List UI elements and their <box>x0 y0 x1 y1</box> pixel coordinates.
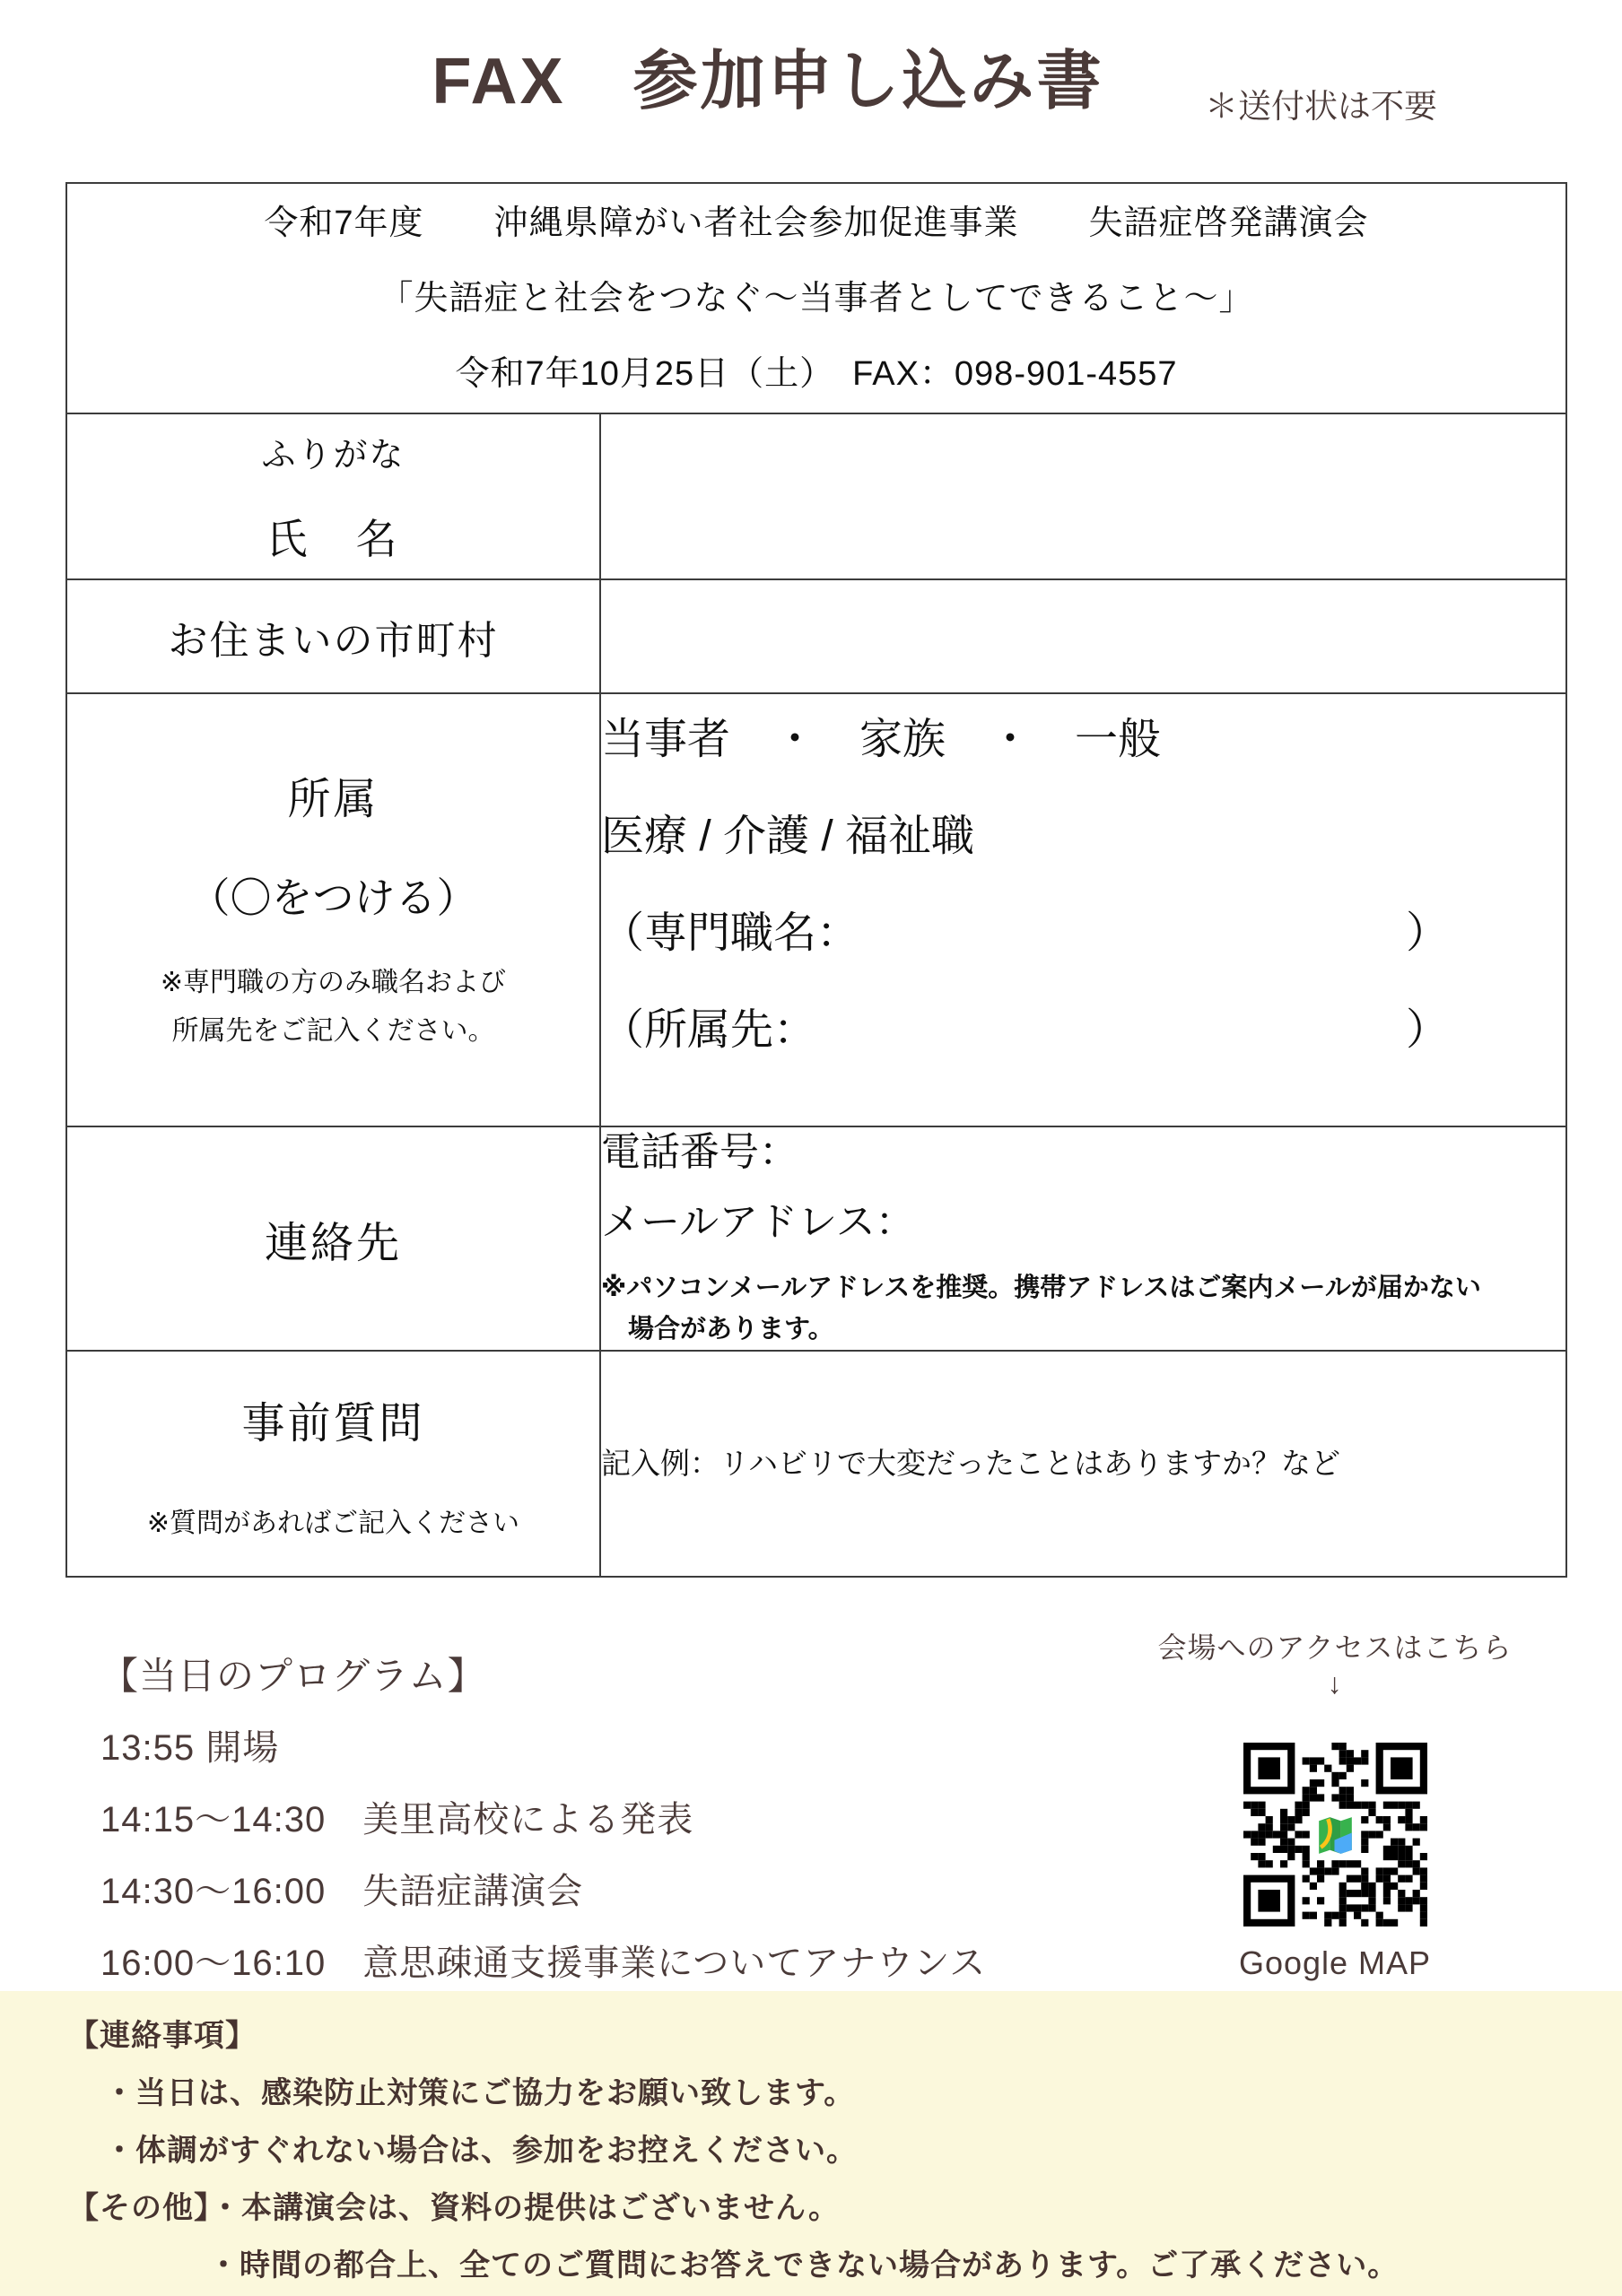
question-label: 事前質問 <box>241 1399 425 1448</box>
affiliation-note-line1: ※専門職の方のみ職名および <box>160 968 507 997</box>
program-item: 14:15～14:30 美里高校による発表 <box>100 1800 694 1839</box>
city-label-cell <box>66 579 600 693</box>
other-heading-line: 【その他】・本講演会は、資料の提供はございません。 <box>68 2191 841 2225</box>
email-note-line2: 場合があります。 <box>628 1315 834 1344</box>
notices-section <box>0 1991 1622 2296</box>
notices-heading: 【連絡事項】 <box>68 2019 257 2053</box>
email-note-line1: ※パソコンメールアドレスを推奨。携帯アドレスはご案内メールが届かない <box>601 1274 1481 1302</box>
program-heading: 【当日のプログラム】 <box>100 1655 486 1697</box>
map-icon <box>1310 1809 1361 1860</box>
contact-label: 連絡先 <box>264 1219 402 1267</box>
city-label: お住まいの市町村 <box>168 618 499 663</box>
professional-title-open: （専門職名： <box>601 909 860 957</box>
program-list <box>100 1657 986 1983</box>
name-label-cell <box>66 413 600 579</box>
affiliation-note-line2: 所属先をご記入ください。 <box>171 1016 495 1046</box>
event-name-line: 令和7年度 沖縄県障がい者社会参加促進事業 失語症啓発講演会 <box>264 204 1369 242</box>
other-bullet-2: ・時間の都合上、全てのご質問にお答えできない場合があります。ご了承ください。 <box>208 2248 1400 2283</box>
question-note: ※質問があればご記入ください <box>146 1508 520 1538</box>
program-access-section <box>0 1578 1622 1993</box>
professional-title-close: ） <box>1405 909 1449 957</box>
affiliation-options-cell[interactable] <box>600 693 1566 1126</box>
notice-bullet-1: ・当日は、感染防止対策にご協力をお願い致します。 <box>104 2076 856 2110</box>
affiliation-circle-instruction: （〇をつける） <box>188 874 478 921</box>
program-item: 16:00～16:10 意思疎通支援事業についてアナウンス <box>100 1944 987 1983</box>
qr-code <box>1243 1743 1427 1926</box>
city-write-in-area[interactable] <box>600 579 1566 693</box>
question-label-cell <box>66 1351 600 1577</box>
title-row <box>0 0 1622 163</box>
organization-open: （所属先： <box>601 1005 817 1054</box>
event-date-fax-line: 令和7年10月25日（土） FAX：098-901-4557 <box>455 354 1178 393</box>
organization-write-in[interactable] <box>601 1007 1449 1054</box>
affiliation-label: 所属 <box>287 776 379 823</box>
affiliation-options: 当事者 ・ 家族 ・ 一般 <box>601 715 1162 763</box>
title-note: ＊送付状は不要 <box>1205 88 1437 125</box>
program-item: 13:55 開場 <box>100 1728 280 1768</box>
email-note <box>601 1267 1561 1350</box>
affiliation-occupations: 医療 / 介護 / 福祉職 <box>601 812 975 860</box>
page-title: FAX 参加申し込み書 <box>432 46 1104 117</box>
access-label: 会場へのアクセスはこちら↓ <box>1157 1631 1513 1700</box>
event-subtitle-line: 「失語症と社会をつなぐ～当事者としてできること～」 <box>379 279 1254 317</box>
question-write-in-cell[interactable] <box>600 1351 1566 1577</box>
contact-write-in-cell[interactable] <box>600 1126 1566 1351</box>
qr-caption: Google MAP <box>1238 1944 1432 1981</box>
name-label: 氏 名 <box>266 516 401 562</box>
notice-bullet-2: ・体調がすぐれない場合は、参加をお控えください。 <box>104 2134 858 2168</box>
furigana-label: ふりがな <box>261 437 406 474</box>
program-item: 14:30～16:00 失語症講演会 <box>100 1872 584 1911</box>
organization-close: ） <box>1405 1005 1449 1054</box>
application-table <box>65 182 1567 1578</box>
name-write-in-area[interactable] <box>600 413 1566 579</box>
event-header-cell <box>66 183 1566 413</box>
phone-field-label: 電話番号： <box>601 1130 798 1174</box>
question-example: 記入例：リハビリで大変だったことはありますか？など <box>601 1447 1341 1480</box>
professional-title-write-in[interactable] <box>601 910 1449 957</box>
affiliation-label-cell <box>66 693 600 1126</box>
email-field-label: メールアドレス： <box>601 1200 915 1244</box>
contact-label-cell <box>66 1126 600 1351</box>
venue-access-block <box>1150 1630 1520 1982</box>
affiliation-note <box>67 959 599 1056</box>
